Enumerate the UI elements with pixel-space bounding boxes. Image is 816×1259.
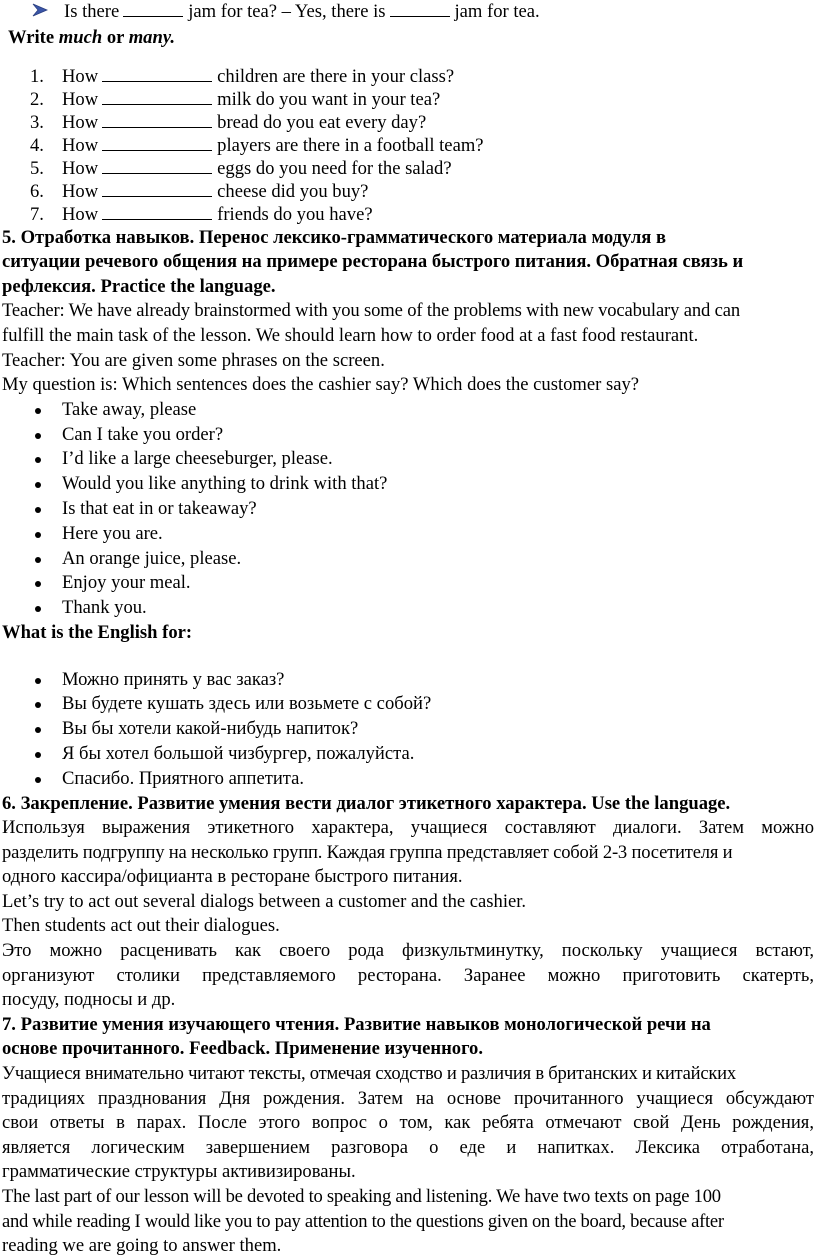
write-middle: or (106, 27, 125, 48)
write-prefix: Write (8, 27, 55, 48)
item-prefix: How (62, 203, 99, 225)
section7-para1-line4: является логическим завершением разговора о еде и напитках. Лексика отработана, (2, 1136, 814, 1158)
list-item (2, 65, 814, 88)
section6-para1-line3: одного кассира/официанта в ресторане быстрого питания. (2, 866, 463, 888)
item-text: milk do you want in your tea? (217, 88, 441, 110)
item-number: 1. (30, 65, 44, 87)
how-questions-list (2, 65, 814, 226)
section6-para1-line2: разделить подгруппу на несколько групп. Каждая группа представляет собой 2-3 посетителя и (2, 841, 733, 863)
item-prefix: How (62, 65, 99, 87)
item-prefix: How (62, 180, 99, 202)
section7-para1-line1: Учащиеся внимательно читают тексты, отмечая сходство и различия в британских и китайских (2, 1063, 736, 1085)
list-item (2, 180, 814, 203)
answer-blank (102, 65, 212, 82)
write-instruction (2, 26, 814, 51)
item-text: children are there in your class? (217, 65, 455, 87)
answer-blank (102, 88, 212, 105)
list-item: Можно принять у вас заказ? (2, 668, 814, 693)
section6-then-line: Then students act out their dialogues. (2, 915, 280, 937)
item-prefix: How (62, 134, 99, 156)
section7-heading-line1: 7. Развитие умения изучающего чтения. Развитие навыков монологической речи на (2, 1013, 711, 1035)
section7-heading-line2: основе прочитанного. Feedback. Применение изученного. (2, 1038, 484, 1060)
item-prefix: How (62, 111, 99, 133)
item-text: friends do you have? (217, 203, 373, 225)
section7-para2-line1: The last part of our lesson will be devoted to speaking and listening. We have two texts on page 100 (2, 1186, 721, 1207)
list-item: I’d like a large cheeseburger, please. (2, 447, 814, 472)
question-line: My question is: Which sentences does the cashier say? Which does the customer say? (2, 374, 640, 396)
english-for-heading: What is the English for: (2, 621, 193, 643)
item-number: 6. (30, 180, 44, 202)
section5-heading-line1: 5. Отработка навыков. Перенос лексико-грамматического материала модуля в (2, 226, 667, 248)
teacher-line-1b: fulfill the main task of the lesson. We should learn how to order food at a fast food restaurant. (2, 324, 699, 346)
top-exercise-part3: jam for tea. (454, 1, 540, 22)
answer-blank (102, 157, 212, 174)
item-text: players are there in a football team? (217, 134, 484, 156)
answer-blank (102, 203, 212, 220)
list-item (2, 157, 814, 180)
teacher-line-1a: Teacher: We have already brainstormed with you some of the problems with new vocabulary and can (2, 300, 740, 322)
list-item: Would you like anything to drink with that? (2, 472, 814, 497)
section6-para2-line1: Это можно расценивать как своего рода физкультминутку, поскольку учащиеся встают, (2, 940, 814, 962)
section5-heading-line2: ситуации речевого общения на примере ресторана быстрого питания. Обратная связь и (2, 251, 744, 273)
list-item: Вы будете кушать здесь или возьмете с собой? (2, 692, 814, 717)
list-item: Спасибо. Приятного аппетита. (2, 767, 814, 792)
section7-para1-line3: свои ответы в парах. После этого вопрос о том, как ребята отмечают свой День рождения, (2, 1112, 814, 1134)
section6-para2-line3: посуду, подносы и др. (2, 989, 176, 1011)
item-text: cheese did you buy? (217, 180, 369, 202)
item-prefix: How (62, 157, 99, 179)
section7-para1-line2: традициях празднования Дня рождения. Затем на основе прочитанного учащиеся обсуждают (2, 1087, 814, 1109)
list-item: Here you are. (2, 522, 814, 547)
item-number: 2. (30, 88, 44, 110)
item-text: bread do you eat every day? (217, 111, 427, 133)
item-prefix: How (62, 88, 99, 110)
top-exercise-part2: jam for tea? – Yes, there is (188, 1, 386, 22)
answer-blank (102, 111, 212, 128)
spacer (2, 646, 814, 668)
section7-para2-line2: and while reading I would like you to pay attention to the questions given on the board, because after (2, 1210, 724, 1232)
section6-heading: 6. Закрепление. Развитие умения вести диалог этикетного характера. Use the language. (2, 792, 731, 814)
answer-blank (390, 0, 450, 17)
item-number: 5. (30, 157, 44, 179)
teacher-line-2: Teacher: You are given some phrases on the screen. (2, 349, 385, 371)
section7-para2-line3: reading we are going to answer them. (2, 1235, 282, 1257)
section6-para2-line2: организуют столики представляемого ресторана. Заранее можно приготовить скатерть, (2, 964, 814, 986)
phrases-list (2, 398, 814, 621)
section6-lets-line: Let’s try to act out several dialogs between a customer and the cashier. (2, 890, 527, 912)
russian-phrases-list (2, 668, 814, 792)
item-number: 3. (30, 111, 44, 133)
top-exercise-part1: Is there (64, 1, 120, 22)
write-word-many: many. (128, 27, 176, 48)
arrow-bullet-icon (32, 3, 48, 17)
list-item (2, 203, 814, 226)
list-item (2, 134, 814, 157)
section6-para1-line1: Используя выражения этикетного характера, учащиеся составляют диалоги. Затем можно (2, 817, 814, 839)
item-text: eggs do you need for the salad? (217, 157, 452, 179)
section7-para1-line5: грамматические структуры активизированы. (2, 1161, 356, 1183)
item-number: 4. (30, 134, 44, 156)
section5-heading-line3: рефлексия. Practice the language. (2, 275, 276, 297)
answer-blank (123, 0, 183, 17)
write-word-much: much (58, 27, 103, 48)
list-item: Enjoy your meal. (2, 571, 814, 596)
list-item: Is that eat in or takeaway? (2, 497, 814, 522)
answer-blank (102, 180, 212, 197)
list-item (2, 88, 814, 111)
list-item: Thank you. (2, 596, 814, 621)
item-number: 7. (30, 203, 44, 225)
list-item: An orange juice, please. (2, 547, 814, 572)
answer-blank (102, 134, 212, 151)
list-item (2, 111, 814, 134)
list-item: Take away, please (2, 398, 814, 423)
list-item: Я бы хотел большой чизбургер, пожалуйста. (2, 742, 814, 767)
list-item: Вы бы хотели какой-нибудь напиток? (2, 717, 814, 742)
list-item: Can I take you order? (2, 423, 814, 448)
top-exercise-line (2, 0, 814, 24)
